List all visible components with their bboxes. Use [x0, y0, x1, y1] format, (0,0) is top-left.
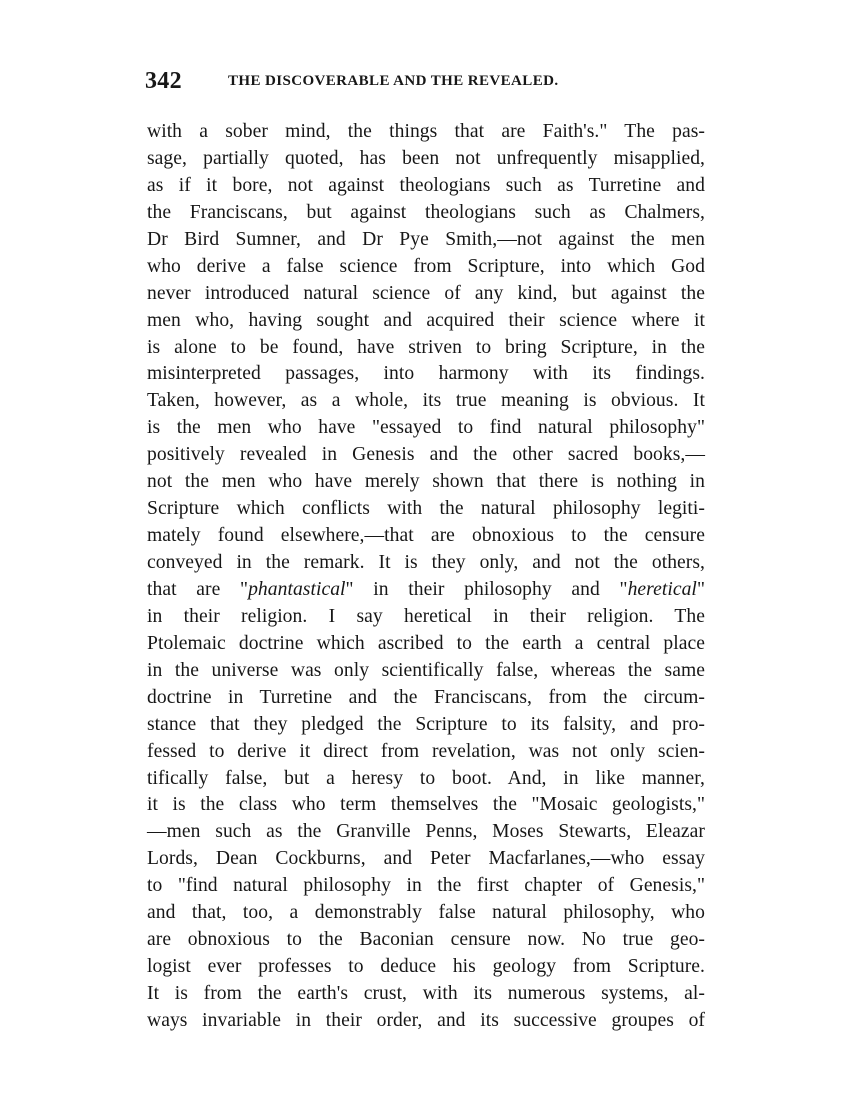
text-line: and that, too, a demonstrably false natural philosophy, who [147, 902, 705, 924]
text-line: to "find natural philosophy in the first chapter of Genesis," [147, 875, 705, 897]
text-line: Scripture which conflicts with the natural philosophy legiti- [147, 498, 705, 520]
italic-word: phantastical [248, 578, 346, 600]
text-line: ways invariable in their order, and its successive groupes of [147, 1009, 705, 1031]
text-line: doctrine in Turretine and the Franciscans, from the circum- [147, 686, 705, 708]
text-line: as if it bore, not against theologians such as Turretine and [147, 174, 705, 196]
text-line: with a sober mind, the things that are Faith's." The pas- [147, 121, 705, 142]
text-line: logist ever professes to deduce his geology from Scripture. [147, 956, 705, 978]
text-line: Taken, however, as a whole, its true meaning is obvious. It [147, 390, 705, 412]
text-line: is the men who have "essayed to find natural philosophy" [147, 417, 705, 439]
running-head: THE DISCOVERABLE AND THE REVEALED. [228, 72, 559, 89]
text-segment: that are " [147, 578, 249, 600]
text-line: is alone to be found, have striven to bring Scripture, in the [147, 336, 705, 358]
text-line: are obnoxious to the Baconian censure now. No true geo- [147, 929, 705, 951]
text-line: Dr Bird Sumner, and Dr Pye Smith,—not against the men [147, 228, 705, 250]
text-line: Ptolemaic doctrine which ascribed to the earth a central place [147, 632, 705, 654]
text-line: the Franciscans, but against theologians such as Chalmers, [147, 201, 705, 223]
text-line: positively revealed in Genesis and the other sacred books,— [147, 444, 705, 466]
body-text [147, 119, 705, 1035]
text-line: mately found elsewhere,—that are obnoxious to the censure [147, 525, 705, 547]
page-header [145, 67, 715, 95]
text-line: not the men who have merely shown that there is nothing in [147, 471, 705, 493]
text-line: It is from the earth's crust, with its numerous systems, al- [147, 983, 705, 1004]
text-line: never introduced natural science of any kind, but against the [147, 282, 705, 304]
text-line: —men such as the Granville Penns, Moses Stewarts, Eleazar [147, 821, 705, 843]
text-line: men who, having sought and acquired their science where it [147, 309, 705, 331]
text-segment: " [696, 578, 705, 600]
text-line: misinterpreted passages, into harmony with its findings. [147, 363, 705, 385]
text-line: in the universe was only scientifically false, whereas the same [147, 659, 705, 681]
text-line-with-italics [147, 577, 705, 604]
text-line: Lords, Dean Cockburns, and Peter Macfarlanes,—who essay [147, 848, 705, 870]
text-line: stance that they pledged the Scripture to its falsity, and pro- [147, 713, 705, 735]
text-line: fessed to derive it direct from revelation, was not only scien- [147, 740, 705, 762]
text-line: who derive a false science from Scripture, into which God [147, 255, 705, 277]
text-line: tifically false, but a heresy to boot. And, in like manner, [147, 767, 705, 789]
text-line: sage, partially quoted, has been not unfrequently misapplied, [147, 147, 705, 169]
italic-word: heretical [627, 578, 697, 600]
page-number: 342 [145, 67, 182, 94]
text-line: in their religion. I say heretical in their religion. The [147, 605, 705, 627]
text-line: it is the class who term themselves the "Mosaic geologists," [147, 794, 705, 816]
text-line: conveyed in the remark. It is they only, and not the others, [147, 552, 705, 573]
text-segment: " in their philosophy and " [345, 578, 628, 600]
